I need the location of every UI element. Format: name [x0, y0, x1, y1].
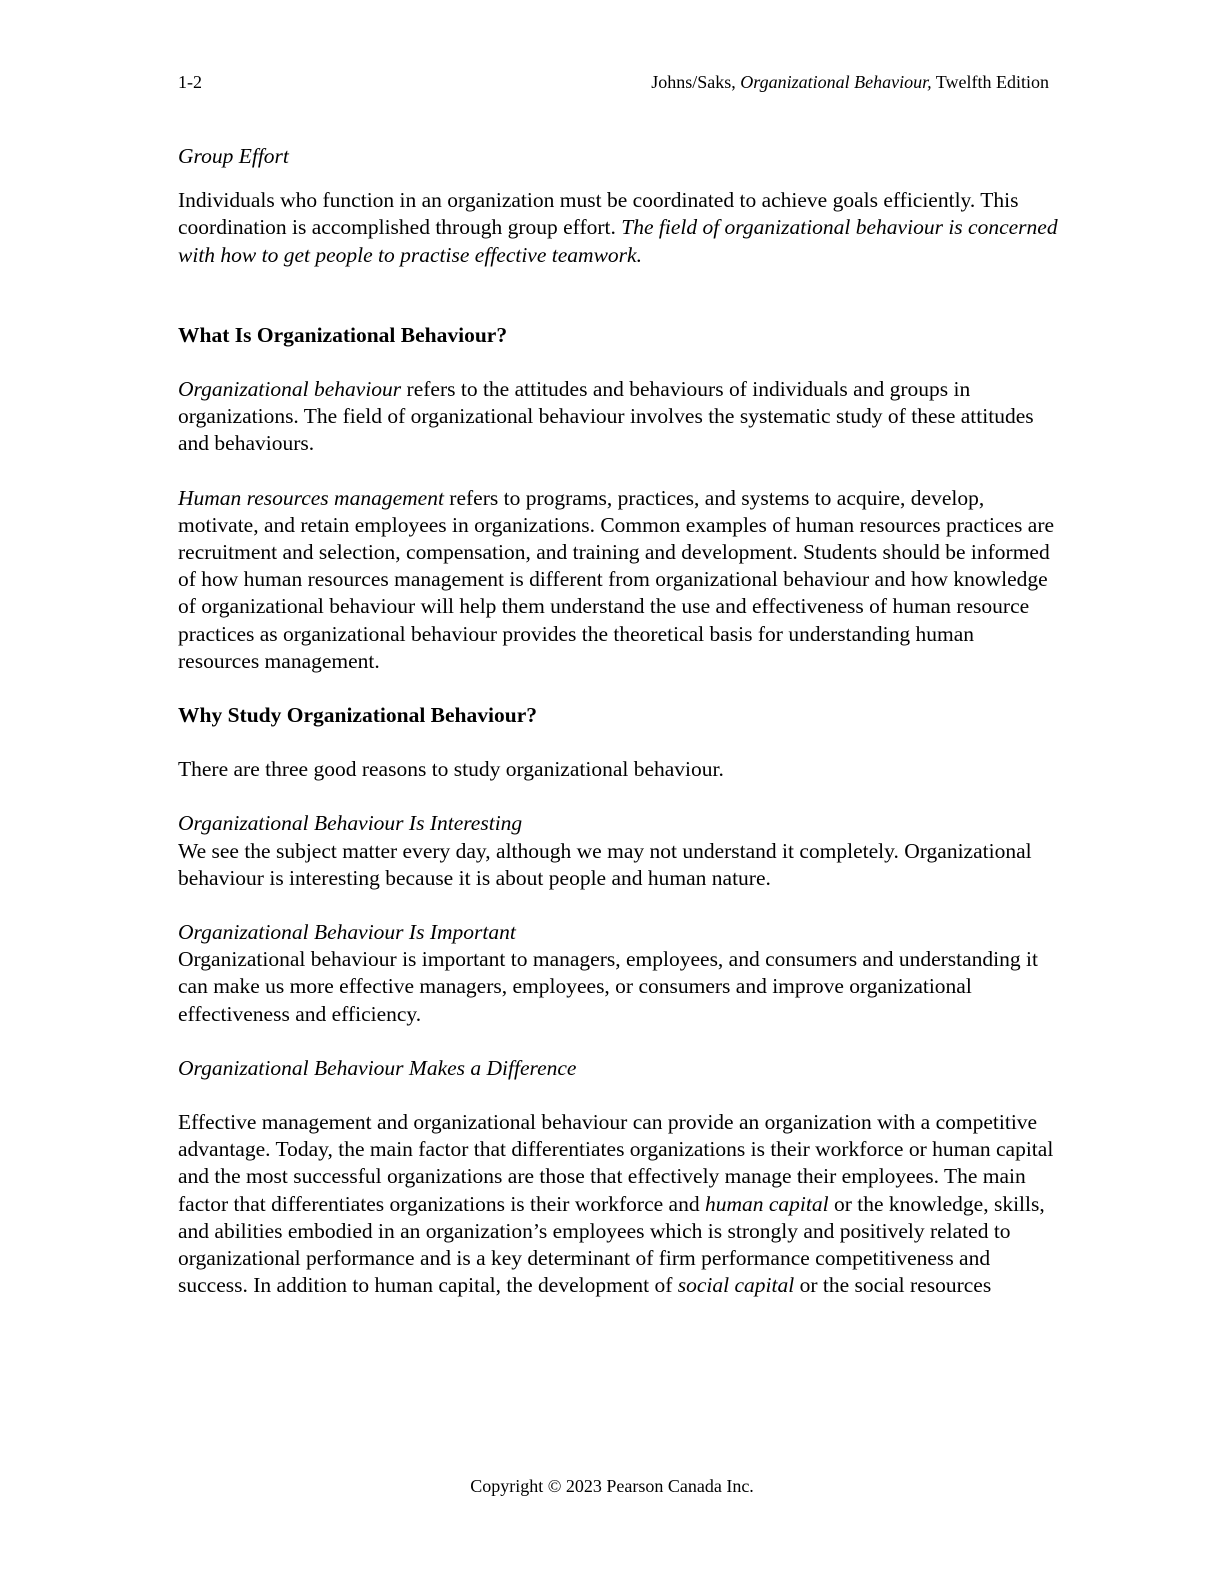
- copyright-notice: Copyright © 2023 Pearson Canada Inc.: [470, 1476, 754, 1496]
- page-footer: [0, 1476, 1224, 1497]
- running-title-book: Organizational Behaviour,: [740, 72, 932, 92]
- interesting-heading: Organizational Behaviour Is Interesting: [178, 811, 523, 836]
- page-body: [178, 143, 1058, 1300]
- difference-text-3: or the social resources: [794, 1273, 992, 1298]
- group-effort-paragraph: [178, 187, 1058, 269]
- group-effort-emphasis: The field of organizational behaviour is concerned with how to get people to practise effective teamwork.: [178, 215, 1058, 267]
- page-number: 1-2: [178, 72, 202, 92]
- running-title: [651, 72, 1049, 93]
- what-is-paragraph-1: [178, 376, 1058, 458]
- ob-term: Organizational behaviour: [178, 377, 402, 402]
- difference-text-1: Effective management and organizational behaviour can provide an organization with a competitive advantage. Today, the main factor that differentiates organizations is their workforce or human capital and the most successful organizations are those that effectively manage their employees. The main factor that differentiates organizations is their workforce and: [178, 1110, 1054, 1216]
- difference-paragraph: [178, 1109, 1058, 1299]
- important-text: Organizational behaviour is important to managers, employees, and consumers and understanding it can make us more effective managers, employees, or consumers and improve organizational effectiveness and efficiency.: [178, 947, 1038, 1026]
- running-title-edition: Twelfth Edition: [931, 72, 1049, 92]
- ob-definition: refers to the attitudes and behaviours of individuals and groups in organizations. The field of organizational behaviour involves the systematic study of these attitudes and behaviours.: [178, 377, 1034, 456]
- running-title-authors: Johns/Saks,: [651, 72, 741, 92]
- page-header: [178, 72, 1049, 96]
- why-study-heading: Why Study Organizational Behaviour?: [178, 703, 537, 728]
- group-effort-heading: Group Effort: [178, 144, 289, 168]
- what-is-heading: What Is Organizational Behaviour?: [178, 322, 508, 347]
- what-is-paragraph-2: [178, 485, 1058, 675]
- human-capital-term: human capital: [704, 1191, 829, 1216]
- important-heading: Organizational Behaviour Is Important: [178, 920, 516, 945]
- why-study-intro: There are three good reasons to study organizational behaviour.: [178, 757, 724, 782]
- hrm-definition: refers to programs, practices, and systems to acquire, develop, motivate, and retain employees in organizations. Common examples of human resources practices are recruitment and selection, compensation, and training and development. Students should be informed of how human resources management is different from organizational behaviour and how knowledge of organizational behaviour will help them understand the use and effectiveness of human resource practices as organizational behaviour provides the theoretical basis for understanding human resources management.: [178, 485, 1055, 673]
- difference-text-2: or the knowledge, skills, and abilities embodied in an organization’s employees which is strongly and positively related to organizational performance and is a key determinant of firm performance competitiveness and success. In addition to human capital, the development of: [178, 1191, 1045, 1298]
- group-effort-text: Individuals who function in an organization must be coordinated to achieve goals efficiently. This coordination is accomplished through group effort.: [178, 188, 1019, 240]
- hrm-term: Human resources management: [178, 485, 444, 510]
- difference-heading: Organizational Behaviour Makes a Difference: [178, 1055, 577, 1080]
- interesting-text: We see the subject matter every day, although we may not understand it completely. Organizational behaviour is interesting because it is about people and human nature.: [178, 838, 1032, 890]
- social-capital-term: social capital: [677, 1273, 795, 1298]
